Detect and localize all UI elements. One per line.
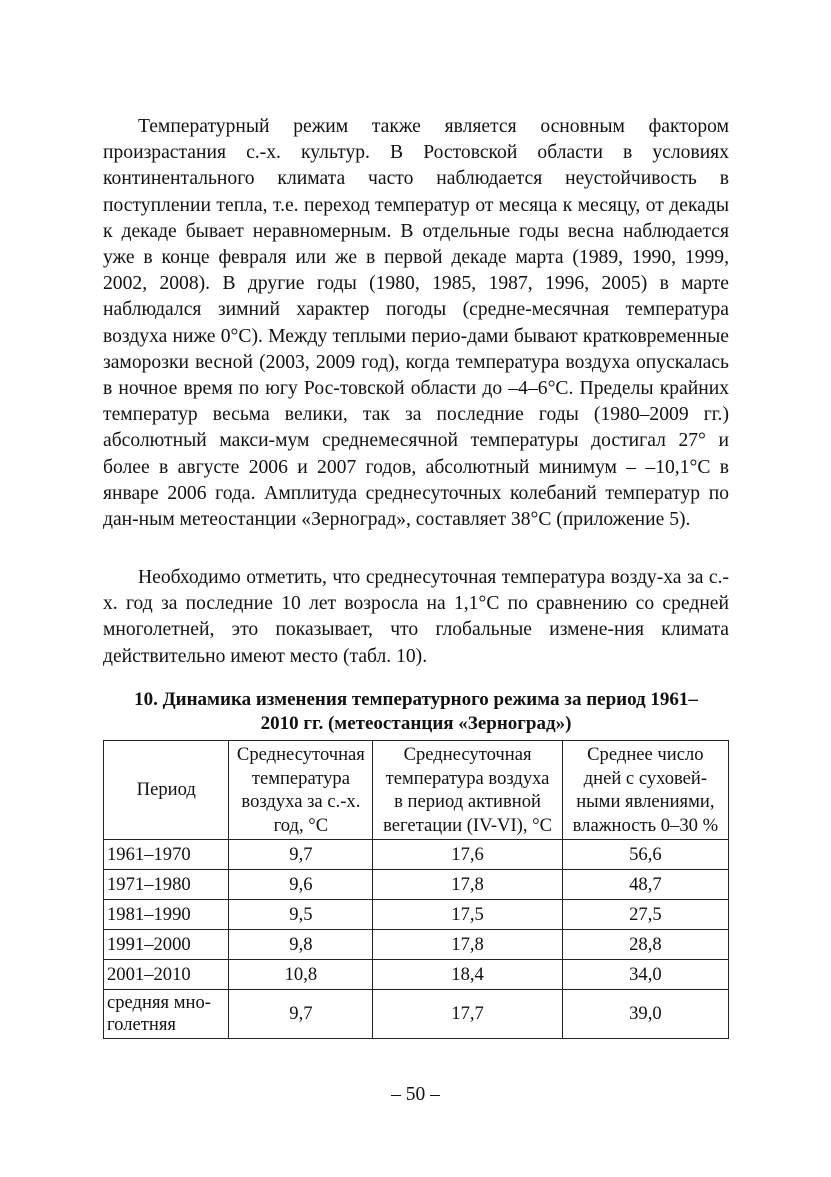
cell-year-temp: 9,7	[229, 990, 373, 1039]
table-row	[104, 960, 729, 990]
paragraph-temperature-regime: Температурный режим также является основным фактором произрастания с.-х. культур. В Ростовской области в условиях континентального климата часто наблюдается неустойчивость в поступлении тепла, т.е. переход температур от месяца к месяцу, от декады к декаде бывает неравномерным. В отдельные годы весна наблюдается уже в конце февраля или же в первой декаде марта (1989, 1990, 1999, 2002, 2008). В другие годы (1980, 1985, 1987, 1996, 2005) в марте наблюдался зимний характер погоды (средне-месячная температура воздуха ниже 0°С). Между теплыми перио-дами бывают кратковременные заморозки весной (2003, 2009 год), когда температура воздуха опускалась в ночное время по югу Рос-товской области до –4–6°С. Пределы крайних температур весьма велики, так за последние годы (1980–2009 гг.) абсолютный макси-мум среднемесячной температуры достигал 27° и более в августе 2006 и 2007 годов, абсолютный минимум – –10,1°С в январе 2006 года. Амплитуда среднесуточных колебаний температур по дан-ным метеостанции «Зерноград», составляет 38°С (приложение 5).	[103, 116, 729, 531]
cell-period: 1991–2000	[104, 930, 229, 960]
table-caption	[103, 688, 729, 736]
cell-period: 1981–1990	[104, 900, 229, 930]
cell-dry-days: 34,0	[562, 960, 728, 990]
cell-year-temp: 10,8	[229, 960, 373, 990]
table-header-row	[104, 741, 729, 840]
cell-dry-days: 56,6	[562, 840, 728, 870]
cell-year-temp: 9,6	[229, 870, 373, 900]
caption-line-2: 2010 гг. (метеостанция «Зерноград»)	[260, 713, 572, 734]
cell-veg-temp: 18,4	[373, 960, 562, 990]
cell-dry-days: 28,8	[562, 930, 728, 960]
cell-period: 1961–1970	[104, 840, 229, 870]
cell-veg-temp: 17,8	[373, 870, 562, 900]
cell-veg-temp: 17,7	[373, 990, 562, 1039]
cell-veg-temp: 17,8	[373, 930, 562, 960]
cell-period: 2001–2010	[104, 960, 229, 990]
cell-period-average: средняя мно- голетняя	[104, 990, 229, 1039]
table-row	[104, 840, 729, 870]
header-veg-temp: Среднесуточная температура воздуха в период активной вегетации (IV-VI), °С	[373, 741, 562, 840]
cell-dry-days: 48,7	[562, 870, 728, 900]
header-year-temp: Среднесуточная температура воздуха за с.-х. год, °С	[229, 741, 373, 840]
cell-veg-temp: 17,5	[373, 900, 562, 930]
table-row-average	[104, 990, 729, 1039]
cell-period: 1971–1980	[104, 870, 229, 900]
cell-veg-temp: 17,6	[373, 840, 562, 870]
caption-line-1: 10. Динамика изменения температурного режима за период 1961–	[134, 689, 698, 710]
table-row	[104, 930, 729, 960]
cell-dry-days: 27,5	[562, 900, 728, 930]
cell-year-temp: 9,5	[229, 900, 373, 930]
cell-dry-days: 39,0	[562, 990, 728, 1039]
paragraph-climate-change: Необходимо отметить, что среднесуточная температура возду-ха за с.-х. год за последние 10 лет возросла на 1,1°С по сравнению со средней многолетней, это показывает, что глобальные измене-ния климата действительно имеют место (табл. 10).	[103, 567, 729, 667]
page-number: – 50 –	[391, 1084, 440, 1105]
cell-year-temp: 9,8	[229, 930, 373, 960]
temperature-table	[103, 740, 729, 1039]
header-dry-days: Среднее число дней с суховей- ными явлениями, влажность 0–30 %	[562, 741, 728, 840]
header-period: Период	[104, 741, 229, 840]
table-row	[104, 870, 729, 900]
table-row	[104, 900, 729, 930]
cell-year-temp: 9,7	[229, 840, 373, 870]
